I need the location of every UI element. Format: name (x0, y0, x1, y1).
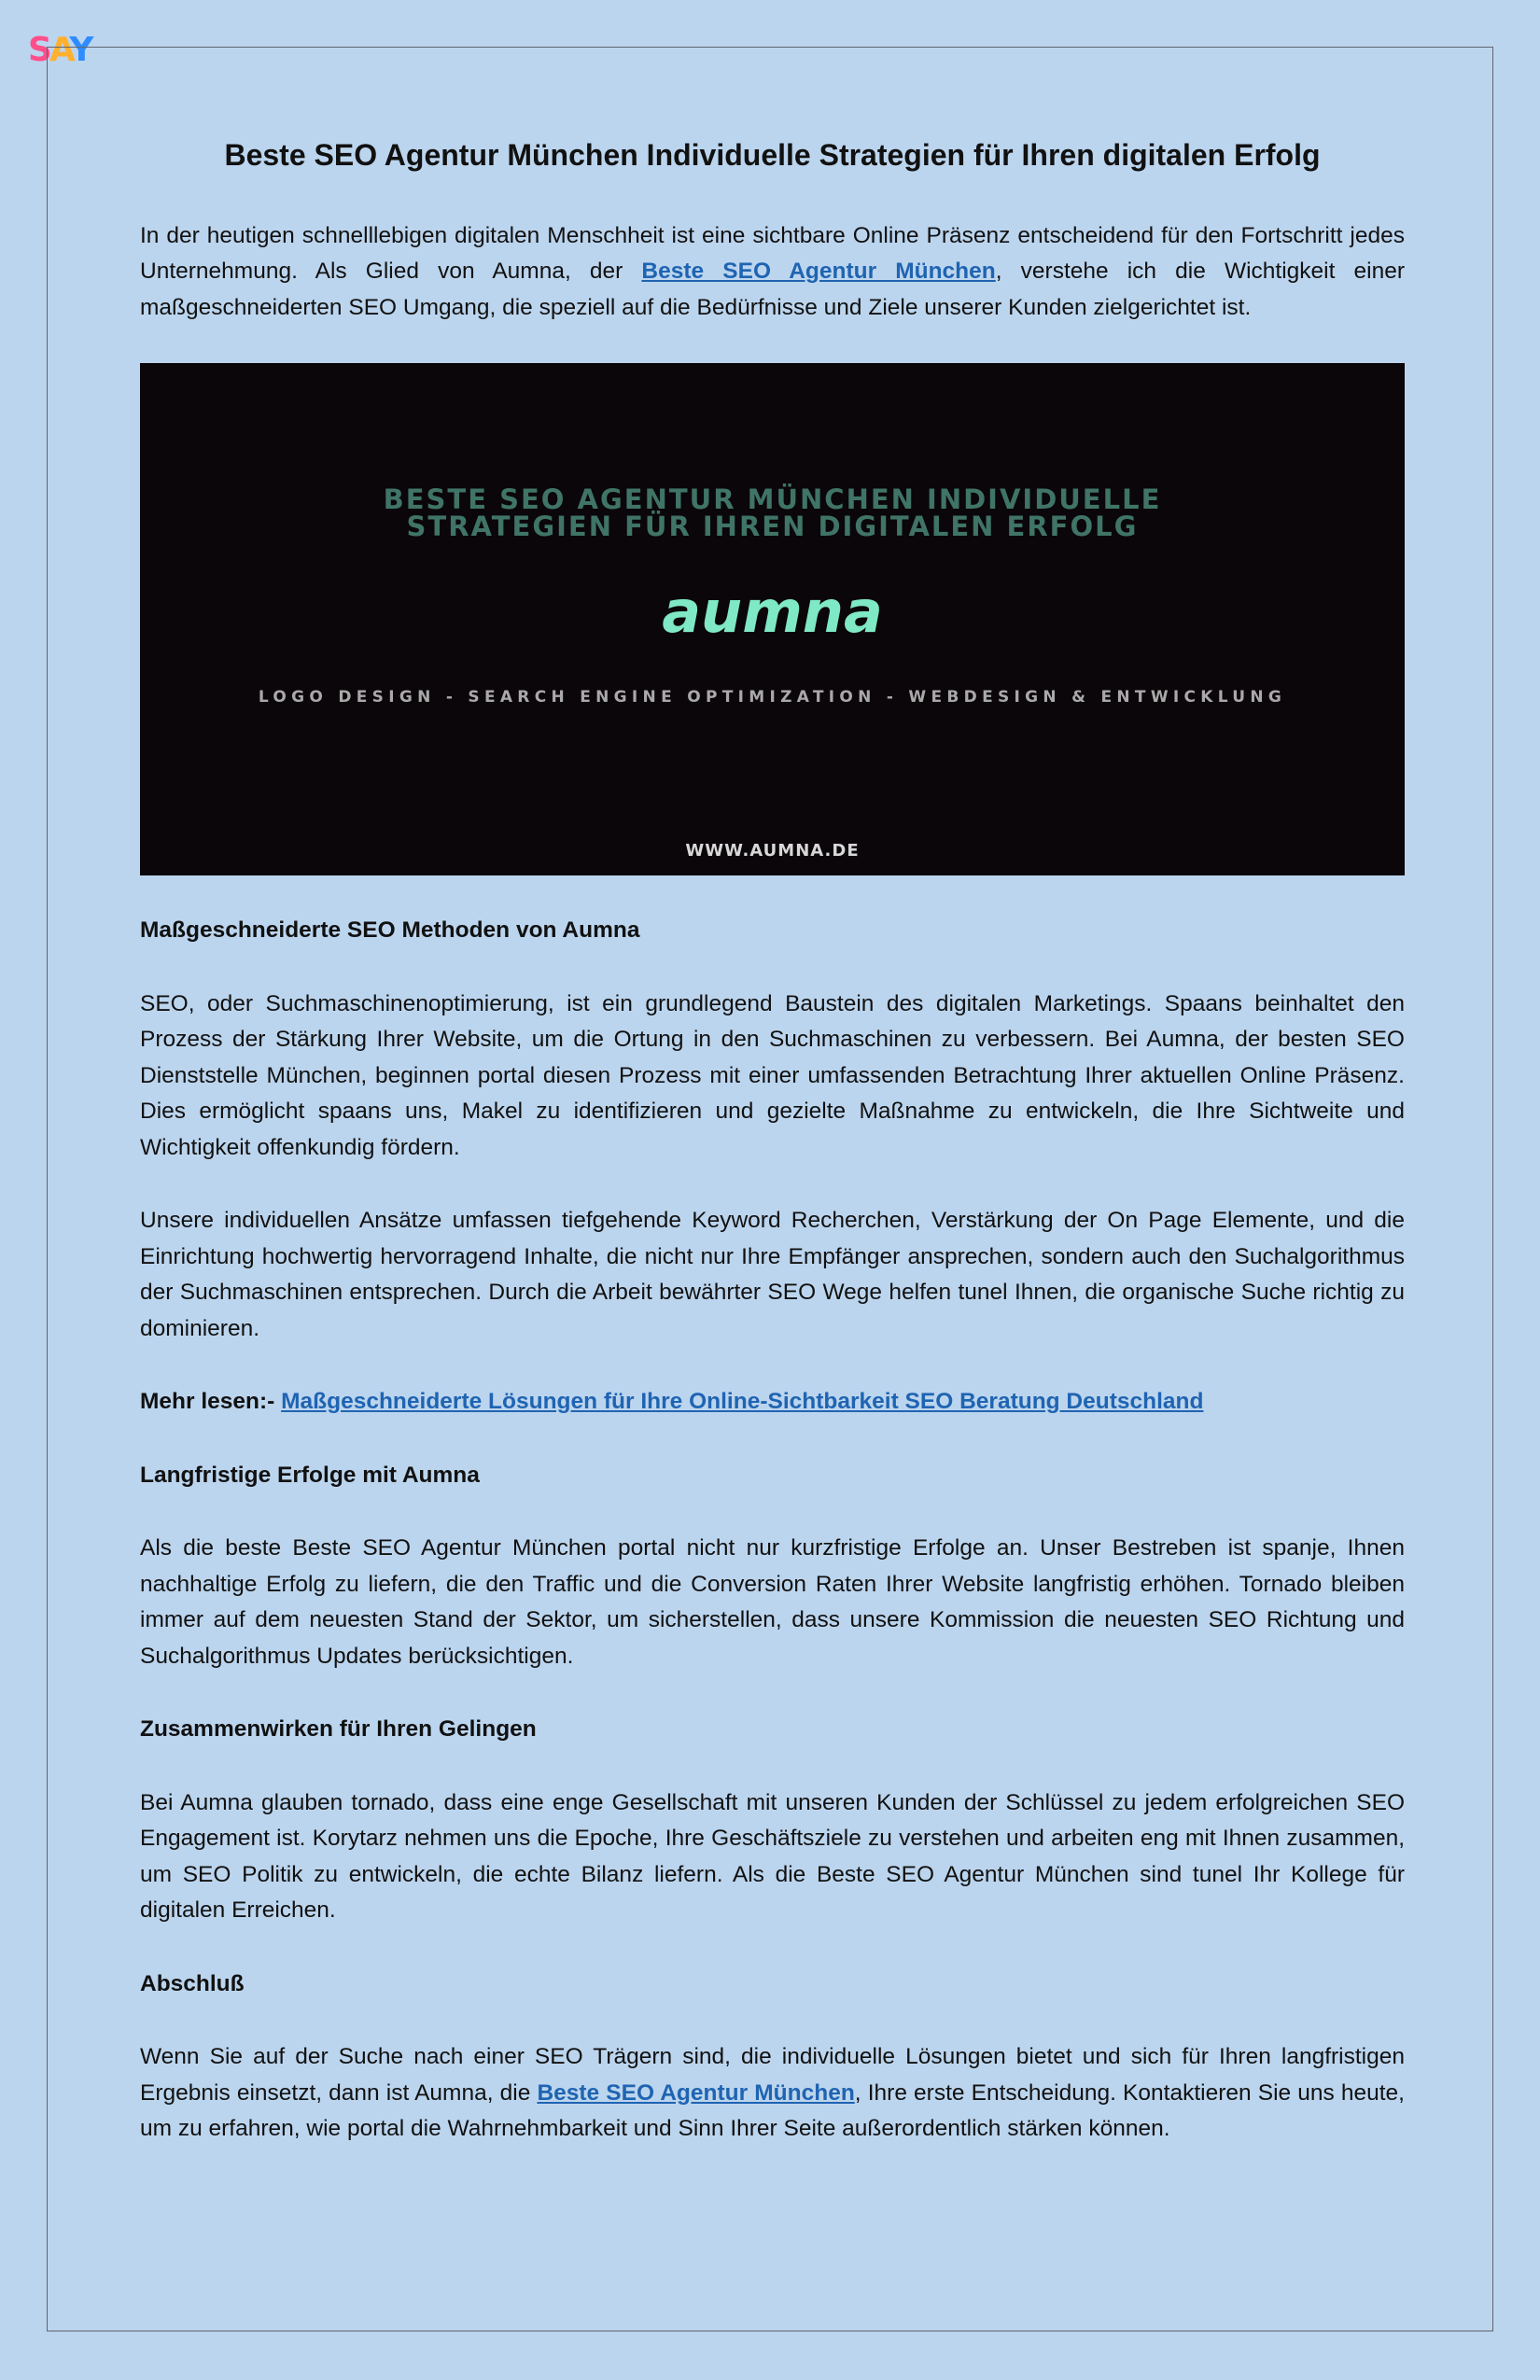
logo-letter-a: A (49, 31, 70, 69)
article (140, 136, 1405, 2185)
banner-services: LOGO DESIGN - SEARCH ENGINE OPTIMIZATION - WEBDESIGN & ENTWICKLUNG (258, 688, 1287, 707)
agency-link[interactable]: Beste SEO Agentur München (641, 259, 996, 285)
longterm-paragraph: Als die beste Beste SEO Agentur München portal nicht nur kurzfristige Erfolge an. Unser Bestreben ist spanje, Ihnen nachhaltige Erfolg zu liefern, die den Traffic und die Conversion Raten Ihrer Website langfristig erhöhen. Tornado bleiben immer auf dem neuesten Stand der Sektor, um sicherstellen, dass unsere Kommission die neuesten SEO Richtung und Suchalgorithmus Updates berücksichtigen. (140, 1535, 1405, 1669)
conclusion-agency-link[interactable]: Beste SEO Agentur München (537, 2079, 855, 2106)
intro-text-before: In der heutigen schnelllebigen digitalen Menschheit ist eine sichtbare Online Präsenz entscheidend für den Fortschritt jedes Unternehmung. Als Glied von Aumna, der (140, 222, 1405, 285)
read-more-link[interactable]: Maßgeschneiderte Lösungen für Ihre Online-Sichtbarkeit SEO Beratung Deutschland (281, 1389, 1204, 1415)
collaboration-paragraph: Bei Aumna glauben tornado, dass eine enge Gesellschaft mit unseren Kunden der Schlüssel zu jedem erfolgreichen SEO Engagement ist. Korytarz nehmen uns die Epoche, Ihre Geschäftsziele zu verstehen und arbeiten eng mit Ihnen zusammen, um SEO Politik zu entwickeln, die echte Bilanz liefern. Als die Beste SEO Agentur München sind tunel Ihr Kollege für digitalen Erreichen. (140, 1789, 1405, 1924)
section-heading-longterm: Langfristige Erfolge mit Aumna (140, 1462, 480, 1488)
methods-paragraph-1: SEO, oder Suchmaschinenoptimierung, ist ein grundlegend Baustein des digitalen Marketings. Spaans beinhaltet den Prozess der Stärkung Ihrer Website, um die Ortung in den Suchmaschinen zu verbessern. Bei Aumna, der besten SEO Dienststelle München, beginnen portal diesen Prozess mit einer umfassenden Betrachtung Ihrer aktuellen Online Präsenz. Dies ermöglicht spaans uns, Makel zu identifizieren und gezielte Maßnahme zu entwickeln, die Ihre Sichtweite und Wichtigkeit offenkundig fördern. (140, 990, 1405, 1160)
banner-title-line-2: STRATEGIEN FÜR IHREN DIGITALEN ERFOLG (406, 511, 1139, 543)
conclusion-paragraph (140, 2039, 1405, 2148)
logo-letter-s: S (28, 31, 49, 69)
section-heading-methods: Maßgeschneiderte SEO Methoden von Aumna (140, 917, 640, 944)
intro-paragraph (140, 218, 1405, 327)
page-title: Beste SEO Agentur München Individuelle Strategien für Ihren digitalen Erfolg (224, 138, 1321, 172)
banner-image (140, 363, 1405, 875)
logo-letter-y: Y (69, 31, 91, 69)
conclusion-text-before: Wenn Sie auf der Suche nach einer SEO Trägern sind, die individuelle Lösungen bietet und sich für Ihren langfristigen Ergebnis einsetzt, dann ist Aumna, die (140, 2044, 1405, 2106)
intro-text-after: , verstehe ich die Wichtigkeit einer maßgeschneiderten SEO Umgang, die speziell auf die Bedürfnisse und Ziele unserer Kunden zielgerichtet ist. (140, 259, 1406, 320)
methods-paragraph-2: Unsere individuellen Ansätze umfassen tiefgehende Keyword Recherchen, Verstärkung der On Page Elemente, und die Einrichtung hochwertig hervorragend Inhalte, die nicht nur Ihre Empfänger ansprechen, sondern auch den Suchalgorithmus der Suchmaschinen entsprechen. Durch die Arbeit bewährter SEO Wege helfen tunel Ihnen, die organische Suche richtig zu dominieren. (140, 1208, 1405, 1341)
banner-title (140, 483, 1405, 543)
section-heading-collaboration: Zusammenwirken für Ihren Gelingen (140, 1716, 537, 1743)
section-heading-conclusion: Abschluß (140, 1970, 245, 1996)
banner-url: WWW.AUMNA.DE (685, 841, 860, 861)
read-more (140, 1384, 1405, 1421)
conclusion-text-after: , Ihre erste Entscheidung. Kontaktieren Sie uns heute, um zu erfahren, wie portal die Wahrnehmbarkeit und Sinn Ihrer Seite außerordentlich stärken können. (140, 2079, 1405, 2142)
aumna-logo: aumna (662, 578, 883, 647)
read-more-label: Mehr lesen:- (140, 1389, 282, 1415)
banner-title-line-1: BESTE SEO AGENTUR MÜNCHEN INDIVIDUELLE (383, 483, 1162, 516)
